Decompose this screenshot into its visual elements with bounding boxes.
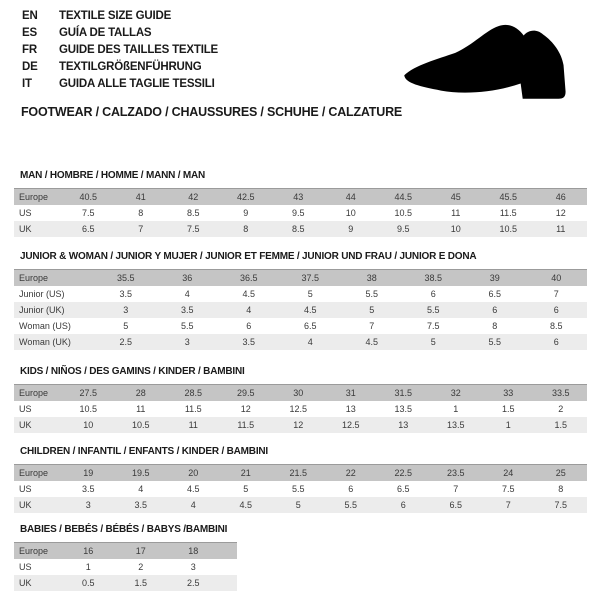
size-value: 4 xyxy=(138,484,144,494)
size-value: 7.5 xyxy=(554,500,567,510)
size-value: 9.5 xyxy=(291,208,305,218)
size-value: 7.5 xyxy=(186,224,200,234)
table-row xyxy=(14,286,587,302)
size-value: 12.5 xyxy=(341,420,360,430)
size-value: 6 xyxy=(553,305,559,315)
size-value: 11 xyxy=(451,208,461,218)
row-label: Europe xyxy=(19,273,49,283)
language-row xyxy=(22,75,218,92)
table-header-row xyxy=(14,384,587,401)
size-value: 7 xyxy=(369,321,375,331)
row-label: Europe xyxy=(19,388,49,398)
row-label: US xyxy=(19,562,32,572)
size-value: 7 xyxy=(453,484,459,494)
size-value: 35.5 xyxy=(116,273,135,283)
size-value: 6 xyxy=(553,337,559,347)
size-value: 21.5 xyxy=(289,468,308,478)
size-value: 4.5 xyxy=(186,484,200,494)
table-row xyxy=(14,302,587,318)
size-value: 10 xyxy=(345,208,356,218)
row-label: Junior (US) xyxy=(19,289,65,299)
row-label: Junior (UK) xyxy=(19,305,65,315)
size-value: 30 xyxy=(293,388,304,398)
language-code: IT xyxy=(22,77,32,90)
table-row xyxy=(14,221,587,237)
size-value: 6 xyxy=(430,289,436,299)
size-value: 45 xyxy=(450,192,461,202)
size-value: 11 xyxy=(188,420,198,430)
size-value: 31 xyxy=(345,388,356,398)
size-value: 1.5 xyxy=(501,404,515,414)
size-value: 1 xyxy=(85,562,91,572)
size-value: 13 xyxy=(398,420,409,430)
size-value: 22.5 xyxy=(394,468,413,478)
size-value: 9.5 xyxy=(396,224,410,234)
size-value: 5.5 xyxy=(291,484,305,494)
size-value: 13 xyxy=(345,404,356,414)
size-value: 7 xyxy=(553,289,559,299)
size-value: 8 xyxy=(243,224,249,234)
size-value: 40 xyxy=(551,273,562,283)
section-kids xyxy=(14,366,587,433)
size-value: 4 xyxy=(190,500,196,510)
size-value: 11 xyxy=(556,224,566,234)
size-value: 8 xyxy=(492,321,498,331)
size-value: 5 xyxy=(307,289,313,299)
size-value: 38.5 xyxy=(424,273,443,283)
size-value: 3.5 xyxy=(119,289,132,299)
size-value: 29.5 xyxy=(236,388,255,398)
table-header-row xyxy=(14,269,587,286)
size-value: 4 xyxy=(246,305,252,315)
table-header-row xyxy=(14,542,237,559)
size-value: 12.5 xyxy=(289,404,308,414)
size-value: 43 xyxy=(293,192,304,202)
section-title: MAN / HOMBRE / HOMME / MANN / MAN xyxy=(20,170,206,181)
size-value: 5.5 xyxy=(426,305,440,315)
size-value: 2.5 xyxy=(186,578,200,588)
size-value: 6.5 xyxy=(81,224,95,234)
size-value: 5 xyxy=(369,305,375,315)
table-header-row xyxy=(14,188,587,205)
section-children xyxy=(14,446,587,513)
row-label: US xyxy=(19,404,32,414)
table-row xyxy=(14,401,587,417)
language-guide-title: GUÍA DE TALLAS xyxy=(59,26,152,39)
size-value: 5 xyxy=(123,321,129,331)
size-table xyxy=(14,269,587,350)
size-value: 7 xyxy=(505,500,511,510)
size-value: 3 xyxy=(190,562,196,572)
size-value: 27.5 xyxy=(79,388,98,398)
size-value: 41 xyxy=(135,192,146,202)
table-row xyxy=(14,497,587,513)
size-value: 7.5 xyxy=(501,484,515,494)
size-value: 3.5 xyxy=(242,337,255,347)
size-value: 0.5 xyxy=(81,578,95,588)
size-value: 23.5 xyxy=(446,468,465,478)
size-value: 4 xyxy=(307,337,313,347)
size-value: 4.5 xyxy=(365,337,378,347)
size-value: 46 xyxy=(555,192,566,202)
size-value: 21 xyxy=(240,468,251,478)
size-value: 10.5 xyxy=(131,420,150,430)
row-label: UK xyxy=(19,500,32,510)
language-guide-title: TEXTILE SIZE GUIDE xyxy=(59,9,172,22)
size-value: 9 xyxy=(243,208,249,218)
size-table xyxy=(14,384,587,433)
size-value: 31.5 xyxy=(394,388,413,398)
row-label: Europe xyxy=(19,192,49,202)
section-title: BABIES / BEBÉS / BÉBÉS / BABYS /BAMBINI xyxy=(20,524,228,535)
row-label: Woman (UK) xyxy=(19,337,71,347)
size-value: 44 xyxy=(345,192,356,202)
row-label: UK xyxy=(19,578,32,588)
size-value: 1.5 xyxy=(134,578,147,588)
size-value: 8.5 xyxy=(549,321,563,331)
size-value: 36.5 xyxy=(239,273,258,283)
size-value: 1.5 xyxy=(554,420,567,430)
size-value: 17 xyxy=(135,546,146,556)
size-value: 18 xyxy=(188,546,199,556)
size-value: 5.5 xyxy=(365,289,378,299)
size-value: 8 xyxy=(558,484,564,494)
size-value: 10 xyxy=(83,420,94,430)
size-value: 10.5 xyxy=(499,224,518,234)
size-value: 8 xyxy=(138,208,144,218)
size-value: 5.5 xyxy=(180,321,194,331)
row-label: UK xyxy=(19,420,32,430)
size-value: 28 xyxy=(135,388,146,398)
language-code: ES xyxy=(22,26,37,39)
size-value: 19.5 xyxy=(131,468,150,478)
size-value: 5.5 xyxy=(344,500,357,510)
size-value: 44.5 xyxy=(394,192,413,202)
language-title-list xyxy=(22,7,218,92)
row-label: Europe xyxy=(19,468,49,478)
size-value: 32 xyxy=(450,388,461,398)
size-value: 37.5 xyxy=(301,273,320,283)
size-value: 5 xyxy=(295,500,301,510)
size-value: 5.5 xyxy=(488,337,501,347)
size-value: 12 xyxy=(240,404,251,414)
size-value: 24 xyxy=(503,468,514,478)
size-value: 2 xyxy=(558,404,564,414)
language-code: EN xyxy=(22,9,38,22)
size-value: 25 xyxy=(555,468,566,478)
category-line: FOOTWEAR / CALZADO / CHAUSSURES / SCHUHE / CALZATURE xyxy=(21,105,403,119)
size-value: 13.5 xyxy=(394,404,413,414)
size-value: 7.5 xyxy=(81,208,95,218)
table-header-row xyxy=(14,464,587,481)
size-value: 28.5 xyxy=(184,388,203,398)
language-guide-title: GUIDE DES TAILLES TEXTILE xyxy=(59,43,218,56)
size-value: 10.5 xyxy=(394,208,413,218)
size-value: 12 xyxy=(293,420,304,430)
size-value: 6 xyxy=(400,500,406,510)
size-value: 3.5 xyxy=(81,484,95,494)
size-table xyxy=(14,188,587,237)
size-value: 42.5 xyxy=(236,192,255,202)
size-value: 7 xyxy=(138,224,144,234)
size-value: 6 xyxy=(492,305,498,315)
size-value: 5 xyxy=(430,337,436,347)
size-value: 12 xyxy=(555,208,566,218)
size-value: 6 xyxy=(246,321,252,331)
size-value: 8.5 xyxy=(291,224,305,234)
size-value: 3 xyxy=(184,337,190,347)
size-table xyxy=(14,542,237,591)
size-value: 9 xyxy=(348,224,354,234)
size-value: 20 xyxy=(188,468,199,478)
language-row xyxy=(22,7,218,24)
size-table xyxy=(14,464,587,513)
section-title: CHILDREN / INFANTIL / ENFANTS / KINDER / BAMBINI xyxy=(20,446,268,457)
size-value: 42 xyxy=(188,192,199,202)
size-value: 3 xyxy=(123,305,129,315)
size-value: 2.5 xyxy=(119,337,132,347)
size-value: 36 xyxy=(182,273,193,283)
size-value: 22 xyxy=(345,468,356,478)
row-label: US xyxy=(19,484,32,494)
size-value: 6.5 xyxy=(449,500,462,510)
table-row xyxy=(14,318,587,334)
size-value: 10.5 xyxy=(79,404,98,414)
size-value: 4.5 xyxy=(303,305,317,315)
section-title: KIDS / NIÑOS / DES GAMINS / KINDER / BAMBINI xyxy=(20,366,245,377)
table-row xyxy=(14,559,237,575)
size-value: 6 xyxy=(348,484,354,494)
size-value: 11.5 xyxy=(184,404,202,414)
dress-shoe-icon xyxy=(392,14,586,108)
size-value: 6.5 xyxy=(488,289,501,299)
row-label: Woman (US) xyxy=(19,321,71,331)
size-value: 38 xyxy=(366,273,377,283)
section-babies xyxy=(14,524,237,591)
size-value: 4 xyxy=(184,289,190,299)
size-value: 11 xyxy=(136,404,146,414)
size-value: 13.5 xyxy=(446,420,465,430)
size-value: 45.5 xyxy=(499,192,518,202)
language-code: FR xyxy=(22,43,37,56)
size-value: 1 xyxy=(453,404,459,414)
size-value: 4.5 xyxy=(239,500,252,510)
size-value: 6.5 xyxy=(396,484,410,494)
size-value: 5 xyxy=(243,484,249,494)
table-row xyxy=(14,575,237,591)
size-value: 33 xyxy=(503,388,514,398)
size-value: 39 xyxy=(489,273,500,283)
size-value: 3 xyxy=(85,500,91,510)
table-row xyxy=(14,417,587,433)
size-value: 19 xyxy=(83,468,94,478)
size-value: 6.5 xyxy=(303,321,317,331)
size-value: 40.5 xyxy=(79,192,98,202)
language-guide-title: GUIDA ALLE TAGLIE TESSILI xyxy=(59,77,215,90)
size-value: 1 xyxy=(505,420,511,430)
language-row xyxy=(22,58,218,75)
size-value: 4.5 xyxy=(242,289,255,299)
table-row xyxy=(14,205,587,221)
size-value: 16 xyxy=(83,546,94,556)
section-man xyxy=(14,170,587,237)
table-row xyxy=(14,334,587,350)
section-title: JUNIOR & WOMAN / JUNIOR Y MUJER / JUNIOR ET FEMME / JUNIOR UND FRAU / JUNIOR E DONA xyxy=(20,251,477,262)
row-label: Europe xyxy=(19,546,49,556)
size-value: 11.5 xyxy=(237,420,255,430)
section-junior-woman xyxy=(14,251,587,350)
size-value: 3.5 xyxy=(134,500,147,510)
size-value: 11.5 xyxy=(499,208,517,218)
size-value: 7.5 xyxy=(426,321,440,331)
size-value: 8.5 xyxy=(186,208,200,218)
language-row xyxy=(22,24,218,41)
size-value: 33.5 xyxy=(551,388,570,398)
row-label: US xyxy=(19,208,32,218)
language-code: DE xyxy=(22,60,38,73)
size-value: 3.5 xyxy=(180,305,194,315)
size-value: 2 xyxy=(138,562,144,572)
language-row xyxy=(22,41,218,58)
size-value: 10 xyxy=(450,224,461,234)
table-row xyxy=(14,481,587,497)
row-label: UK xyxy=(19,224,32,234)
language-guide-title: TEXTILGRÖßENFÜHRUNG xyxy=(59,60,202,73)
